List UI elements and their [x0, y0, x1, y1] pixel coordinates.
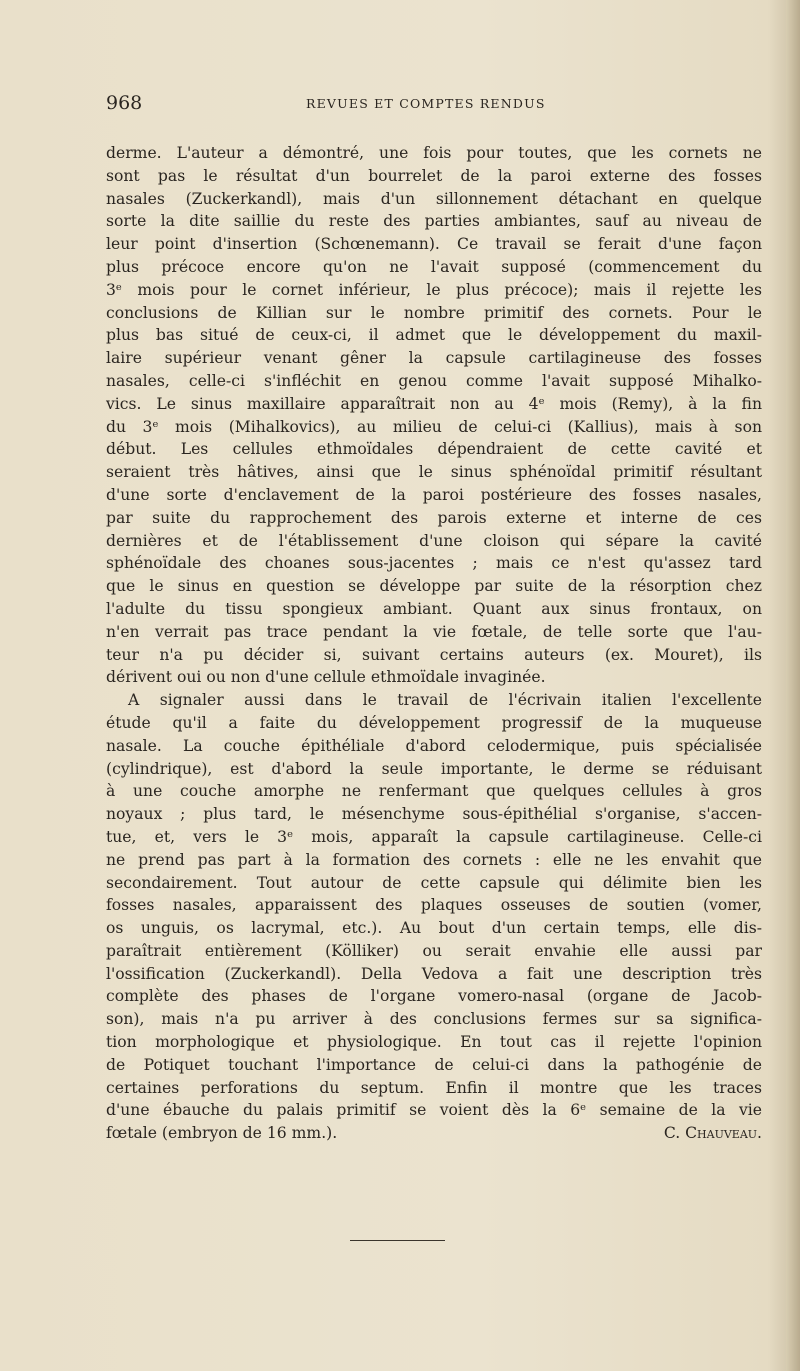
text-line: vics. Le sinus maxillaire apparaîtrait non au 4ᵉ mois (Remy), à la fin — [106, 394, 762, 413]
text-line: noyaux ; plus tard, le mésenchyme sous-épithélial s'organise, s'accen- — [106, 805, 762, 824]
page-edge — [786, 0, 800, 1371]
text-line: laire supérieur venant gêner la capsule cartilagineuse des fosses — [106, 349, 762, 368]
text-line: os unguis, os lacrymal, etc.). Au bout d'un certain temps, elle dis- — [106, 919, 762, 938]
text-line: que le sinus en question se développe par suite de la résorption chez — [106, 577, 762, 596]
text-line: A signaler aussi dans le travail de l'écrivain italien l'excellente — [128, 691, 762, 710]
running-title: REVUES ET COMPTES RENDUS — [306, 96, 546, 111]
text-line: plus précoce encore qu'on ne l'avait supposé (commencement du — [106, 257, 762, 276]
text-line: certaines perforations du septum. Enfin il montre que les traces — [106, 1078, 762, 1097]
text-line: tue, et, vers le 3ᵉ mois, apparaît la capsule cartilagineuse. Celle-ci — [106, 827, 762, 846]
signature: C. Chauveau. — [663, 1124, 762, 1143]
text-line: dérivent oui ou non d'une cellule ethmoïdale invaginée. — [106, 668, 546, 687]
text-line: du 3ᵉ mois (Mihalkovics), au milieu de celui-ci (Kallius), mais à son — [106, 417, 762, 436]
text-line: ne prend pas part à la formation des cornets : elle ne les envahit que — [106, 850, 762, 869]
text-line: secondairement. Tout autour de cette capsule qui délimite bien les — [106, 873, 762, 892]
text-line: (cylindrique), est d'abord la seule importante, le derme se réduisant — [106, 759, 762, 778]
text-line: seraient très hâtives, ainsi que le sinus sphénoïdal primitif résultant — [106, 463, 762, 482]
end-rule — [350, 1240, 445, 1241]
text-line: plus bas situé de ceux-ci, il admet que le développement du maxil- — [106, 326, 762, 345]
text-line: à une couche amorphe ne renfermant que quelques cellules à gros — [106, 782, 762, 801]
text-line: sorte la dite saillie du reste des parties ambiantes, sauf au niveau de — [106, 212, 762, 231]
body-text — [106, 142, 762, 1145]
text-line: nasales (Zuckerkandl), mais d'un sillonnement détachant en quelque — [106, 189, 762, 208]
paragraph-1 — [106, 142, 762, 689]
text-line: étude qu'il a faite du développement progressif de la muqueuse — [106, 713, 762, 732]
text-line: l'ossification (Zuckerkandl). Della Vedova a fait une description très — [106, 964, 762, 983]
text-line: par suite du rapprochement des parois externe et interne de ces — [106, 508, 762, 527]
text-line: 3ᵉ mois pour le cornet inférieur, le plus précoce); mais il rejette les — [106, 280, 762, 299]
text-line: paraîtrait entièrement (Kölliker) ou serait envahie elle aussi par — [106, 941, 762, 960]
text-line: nasales, celle-ci s'infléchit en genou comme l'avait supposé Mihalko- — [106, 371, 762, 390]
text-line: teur n'a pu décider si, suivant certains auteurs (ex. Mouret), ils — [106, 645, 762, 664]
text-line: conclusions de Killian sur le nombre primitif des cornets. Pour le — [106, 303, 762, 322]
text-line: leur point d'insertion (Schœnemann). Ce travail se ferait d'une façon — [106, 235, 762, 254]
text-line: l'adulte du tissu spongieux ambiant. Quant aux sinus frontaux, on — [106, 599, 762, 618]
text-line: dernières et de l'établissement d'une cloison qui sépare la cavité — [106, 531, 762, 550]
text-line: sont pas le résultat d'un bourrelet de la paroi externe des fosses — [106, 166, 762, 185]
page-number: 968 — [106, 92, 143, 114]
text-line: fœtale (embryon de 16 mm.). — [106, 1124, 338, 1143]
text-line: complète des phases de l'organe vomero-nasal (organe de Jacob- — [106, 987, 762, 1006]
page-header — [106, 92, 766, 118]
text-line: début. Les cellules ethmoïdales dépendraient de cette cavité et — [106, 440, 762, 459]
text-line: d'une sorte d'enclavement de la paroi postérieure des fosses nasales, — [106, 485, 762, 504]
text-line: nasale. La couche épithéliale d'abord celodermique, puis spécialisée — [106, 736, 762, 755]
text-line: de Potiquet touchant l'importance de celui-ci dans la pathogénie de — [106, 1055, 762, 1074]
text-line: fosses nasales, apparaissent des plaques osseuses de soutien (vomer, — [106, 896, 762, 915]
text-line: n'en verrait pas trace pendant la vie fœtale, de telle sorte que l'au- — [106, 622, 762, 641]
text-line: tion morphologique et physiologique. En tout cas il rejette l'opinion — [106, 1033, 762, 1052]
text-line: d'une ébauche du palais primitif se voient dès la 6ᵉ semaine de la vie — [106, 1101, 762, 1120]
text-line: son), mais n'a pu arriver à des conclusions fermes sur sa significa- — [106, 1010, 762, 1029]
paragraph-2 — [106, 689, 762, 1145]
text-line: sphénoïdale des choanes sous-jacentes ; mais ce n'est qu'assez tard — [106, 554, 762, 573]
text-line: derme. L'auteur a démontré, une fois pour toutes, que les cornets ne — [106, 144, 762, 162]
